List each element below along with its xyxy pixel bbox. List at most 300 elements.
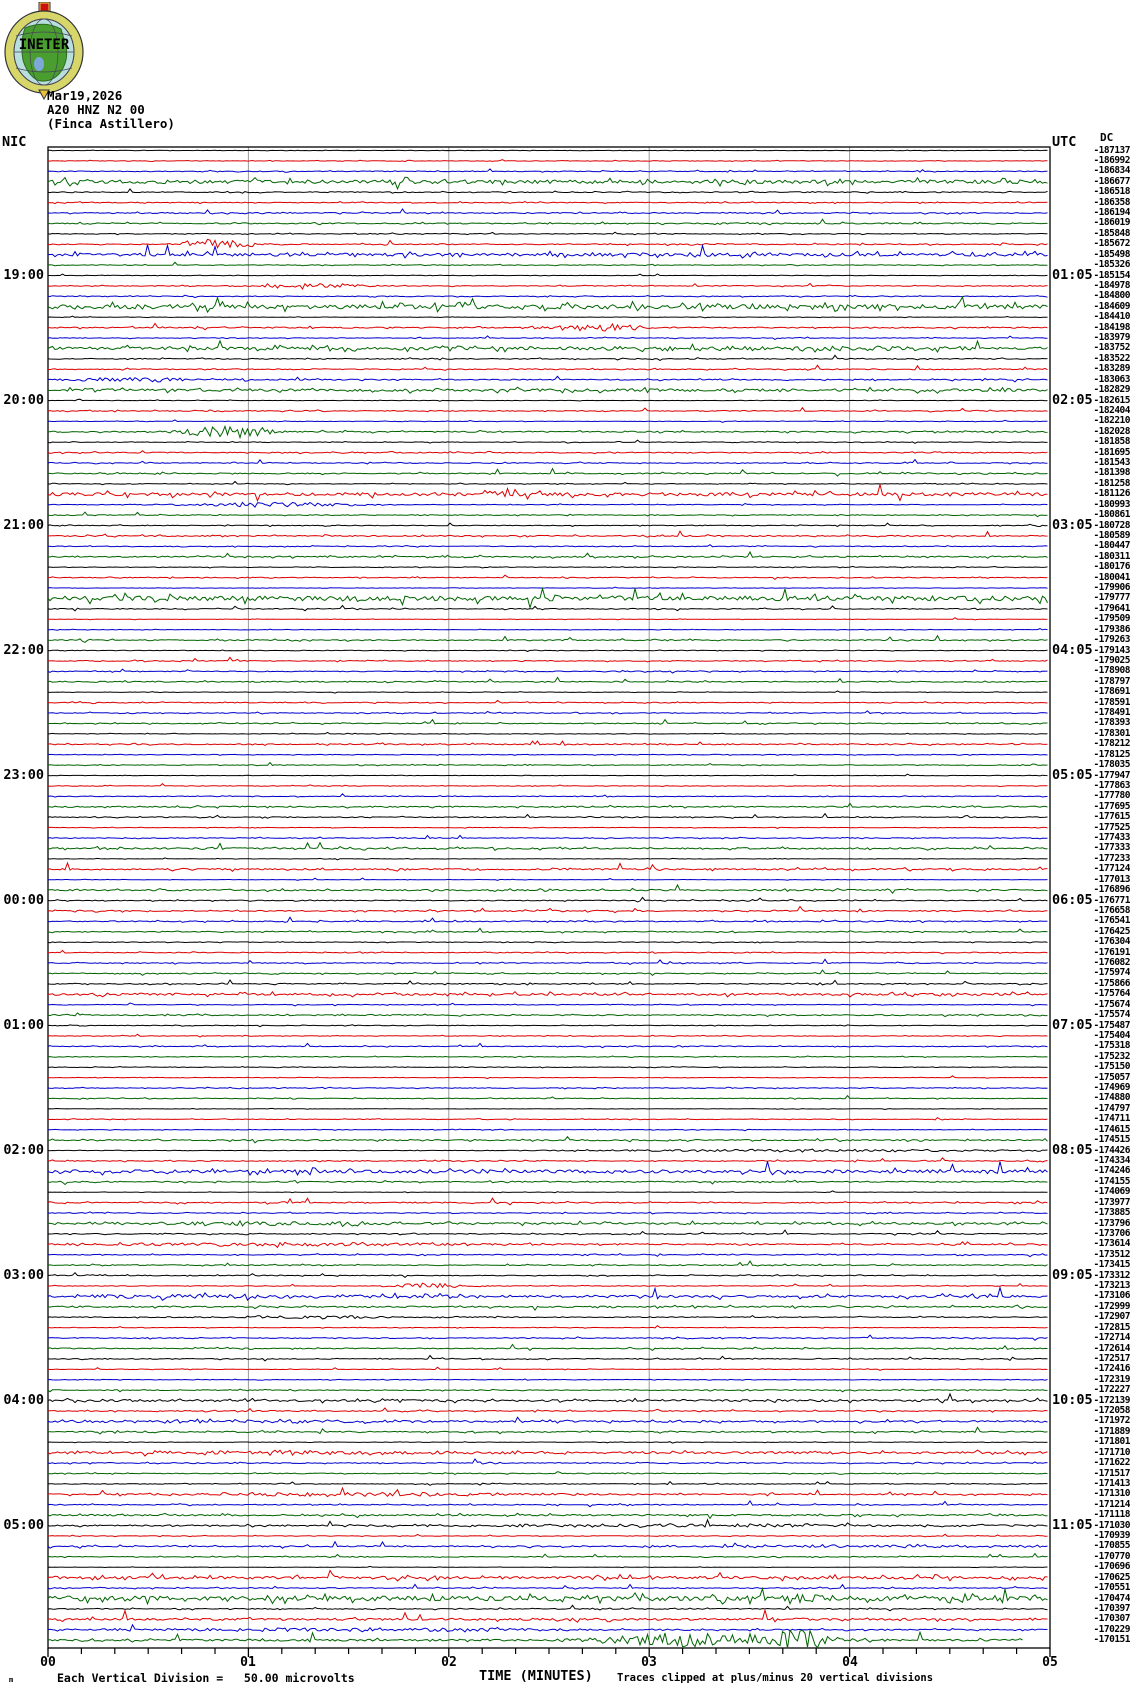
dc-value-label: -179025 [1093, 654, 1130, 666]
dc-value-label: -178591 [1093, 696, 1130, 708]
left-hour-label: 02:00 [3, 1142, 44, 1158]
dc-value-label: -186992 [1093, 154, 1130, 166]
trace-row [48, 245, 1048, 258]
trace-row [48, 1630, 1023, 1648]
trace-row [48, 928, 1048, 933]
dc-value-label: -184198 [1093, 321, 1130, 333]
trace-row [48, 741, 1048, 745]
dc-value-label: -179777 [1093, 592, 1130, 604]
dc-value-label: -178797 [1093, 675, 1130, 687]
dc-value-label: -171214 [1093, 1498, 1130, 1510]
dc-value-label: -187137 [1093, 144, 1130, 156]
dc-value-label: -174797 [1093, 1102, 1130, 1114]
trace-row [48, 1335, 1048, 1340]
trace-row [48, 451, 1048, 454]
trace-row [48, 1566, 1048, 1567]
dc-value-label: -175764 [1093, 988, 1130, 1000]
trace-row [48, 1542, 1048, 1549]
dc-value-label: -182210 [1093, 415, 1130, 427]
dc-value-label: -173885 [1093, 1207, 1130, 1218]
trace-row [48, 552, 1048, 558]
trace-row [48, 323, 1048, 331]
dc-value-label: -174711 [1093, 1113, 1130, 1125]
trace-row [48, 1389, 1048, 1392]
dc-value-label: -170770 [1093, 1550, 1130, 1562]
dc-value-label: -177433 [1093, 832, 1130, 843]
left-hour-label: 00:00 [3, 892, 44, 908]
trace-row [48, 316, 1048, 318]
trace-row [48, 763, 1048, 766]
dc-value-label: -183289 [1093, 363, 1130, 375]
dc-value-label: -170625 [1093, 1571, 1130, 1583]
dc-value-label: -175150 [1093, 1061, 1130, 1073]
dc-value-label: -172517 [1093, 1352, 1130, 1364]
trace-row [48, 650, 1048, 651]
dc-value-label: -181126 [1093, 488, 1130, 500]
right-hour-label: 08:05 [1052, 1142, 1093, 1158]
dc-column-header: DC [1100, 131, 1114, 144]
dc-value-label: -179906 [1093, 582, 1130, 593]
trace-row [48, 1273, 1048, 1278]
dc-value-label: -172815 [1093, 1321, 1130, 1333]
trace-row [48, 1316, 1048, 1319]
dc-value-label: -173706 [1093, 1227, 1130, 1239]
trace-row [48, 1356, 1048, 1361]
dc-value-label: -186019 [1093, 217, 1130, 229]
trace-row [48, 636, 1048, 643]
trace-row [48, 803, 1048, 808]
dc-value-label: -177863 [1093, 779, 1130, 791]
trace-row [48, 950, 1048, 953]
trace-row [48, 700, 1048, 703]
trace-row [48, 460, 1048, 464]
dc-value-label: -178908 [1093, 665, 1130, 677]
trace-row [48, 1096, 1048, 1100]
dc-value-label: -177525 [1093, 821, 1130, 833]
trace-row [48, 523, 1048, 527]
trace-row [48, 863, 1048, 871]
dc-value-label: -176541 [1093, 915, 1130, 927]
trace-row [48, 283, 1048, 289]
trace-row [48, 1442, 1048, 1443]
trace-row [48, 970, 1048, 975]
dc-value-label: -182404 [1093, 404, 1130, 416]
dc-value-label: -175232 [1093, 1050, 1130, 1062]
dc-value-label: -182028 [1093, 425, 1130, 437]
trace-row [48, 1459, 1048, 1464]
dc-value-label: -175674 [1093, 998, 1130, 1010]
dc-value-label: -184800 [1093, 290, 1130, 302]
dc-value-label: -175574 [1093, 1009, 1130, 1021]
trace-row [48, 336, 1048, 340]
dc-value-label: -181398 [1093, 467, 1130, 479]
dc-value-label: -179641 [1093, 602, 1130, 614]
dc-value-label: -174426 [1093, 1144, 1130, 1156]
trace-row [48, 177, 1048, 189]
header-station: A20 HNZ N2 00 [47, 102, 145, 117]
dc-value-label: -171310 [1093, 1488, 1130, 1500]
dc-value-label: -181258 [1093, 477, 1130, 489]
right-hour-label: 09:05 [1052, 1267, 1093, 1283]
trace-row [48, 959, 1048, 964]
dc-value-label: -176082 [1093, 957, 1130, 968]
dc-value-label: -170551 [1093, 1582, 1130, 1593]
dc-value-label: -179143 [1093, 644, 1130, 656]
left-hour-label: 04:00 [3, 1392, 44, 1408]
trace-row [48, 1345, 1048, 1351]
trace-row [48, 629, 1048, 631]
dc-value-label: -180861 [1093, 509, 1130, 521]
left-hour-label: 01:00 [3, 1017, 44, 1033]
dc-value-label: -173213 [1093, 1280, 1130, 1291]
trace-row [48, 1283, 1048, 1288]
trace-row [48, 1367, 1048, 1370]
dc-value-label: -183979 [1093, 332, 1130, 343]
x-tick-label: 01 [240, 1655, 256, 1670]
dc-value-label: -182615 [1093, 394, 1130, 406]
dc-value-label: -174246 [1093, 1165, 1130, 1177]
dc-value-label: -174515 [1093, 1134, 1130, 1146]
dc-value-label: -186834 [1093, 165, 1130, 177]
trace-row [48, 720, 1048, 725]
dc-value-label: -172139 [1093, 1394, 1130, 1406]
right-tz-label: UTC [1052, 134, 1077, 150]
dc-value-label: -177695 [1093, 800, 1130, 812]
trace-row [48, 1129, 1048, 1131]
dc-value-label: -183063 [1093, 373, 1130, 385]
dc-value-label: -180041 [1093, 571, 1130, 583]
dc-value-label: -179509 [1093, 613, 1130, 625]
trace-row [48, 1242, 1048, 1248]
trace-row [48, 1034, 1048, 1037]
dc-value-label: -181695 [1093, 446, 1130, 458]
dc-value-label: -174615 [1093, 1123, 1130, 1135]
trace-row [48, 219, 1048, 225]
trace-row [48, 1067, 1048, 1068]
trace-row [48, 387, 1048, 393]
trace-row [48, 1198, 1048, 1205]
dc-value-label: -177947 [1093, 769, 1130, 781]
trace-row [48, 691, 1048, 693]
trace-row [48, 711, 1048, 714]
dc-value-label: -175487 [1093, 1019, 1130, 1031]
x-tick-label: 03 [641, 1655, 657, 1670]
left-hour-label: 20:00 [3, 392, 44, 408]
trace-row [48, 1610, 1048, 1622]
trace-row [48, 160, 1048, 162]
trace-row [48, 835, 1048, 839]
dc-value-label: -176771 [1093, 894, 1130, 906]
dc-value-label: -178691 [1093, 686, 1130, 698]
left-hour-label: 05:00 [3, 1517, 44, 1533]
logo-org-text: INETER [18, 37, 70, 53]
trace-row [48, 1571, 1048, 1581]
right-hour-label: 07:05 [1052, 1017, 1093, 1033]
dc-value-label: -171622 [1093, 1457, 1130, 1468]
trace-row [48, 297, 1048, 312]
trace-row [48, 1118, 1048, 1120]
trace-row [48, 618, 1048, 620]
dc-value-label: -175974 [1093, 967, 1130, 979]
trace-row [48, 566, 1048, 568]
trace-row [48, 992, 1048, 997]
dc-value-label: -171972 [1093, 1415, 1130, 1427]
trace-row [48, 1625, 1048, 1632]
dc-value-label: -181543 [1093, 457, 1130, 468]
trace-row [48, 907, 1048, 913]
trace-row [48, 1379, 1048, 1380]
left-hour-label: 21:00 [3, 517, 44, 533]
trace-row [48, 1212, 1048, 1214]
dc-value-label: -172614 [1093, 1342, 1130, 1354]
dc-value-label: -172907 [1093, 1311, 1130, 1323]
dc-value-label: -177333 [1093, 842, 1130, 854]
trace-row [48, 1305, 1048, 1310]
dc-value-label: -177124 [1093, 863, 1130, 875]
dc-value-label: -173312 [1093, 1269, 1130, 1281]
dc-value-label: -186518 [1093, 186, 1130, 198]
trace-row [48, 341, 1048, 352]
trace-row [48, 365, 1048, 370]
dc-value-label: -170939 [1093, 1530, 1130, 1541]
dc-value-label: -175318 [1093, 1040, 1130, 1052]
dc-value-label: -178125 [1093, 748, 1130, 760]
dc-value-label: -180993 [1093, 498, 1130, 510]
trace-row [48, 1162, 1048, 1175]
dc-value-label: -171030 [1093, 1519, 1130, 1531]
right-hour-label: 05:05 [1052, 767, 1093, 783]
dc-value-label: -174969 [1093, 1082, 1130, 1093]
dc-value-label: -172319 [1093, 1373, 1130, 1385]
trace-row [48, 1501, 1048, 1507]
trace-row [48, 295, 1048, 297]
x-tick-label: 05 [1042, 1655, 1058, 1670]
dc-value-label: -186677 [1093, 175, 1130, 187]
trace-row [48, 980, 1048, 985]
trace-row [48, 814, 1048, 819]
trace-row [48, 209, 1048, 214]
left-hour-label: 22:00 [3, 642, 44, 658]
dc-value-label: -170474 [1093, 1592, 1130, 1604]
trace-row [48, 587, 1048, 588]
plot-border [48, 147, 1050, 1648]
dc-value-label: -170397 [1093, 1602, 1130, 1614]
trace-row [48, 1326, 1048, 1329]
dc-value-label: -186358 [1093, 196, 1130, 208]
trace-row [48, 858, 1048, 860]
trace-row [48, 1534, 1048, 1537]
dc-value-label: -178393 [1093, 717, 1130, 729]
trace-row [48, 1261, 1048, 1266]
dc-value-label: -176658 [1093, 904, 1130, 916]
trace-row [48, 1087, 1048, 1089]
trace-row [48, 843, 1048, 851]
dc-value-label: -176191 [1093, 946, 1130, 958]
dc-value-label: -179263 [1093, 634, 1130, 646]
dc-value-label: -171118 [1093, 1509, 1130, 1521]
dc-value-label: -184978 [1093, 279, 1130, 291]
trace-row [48, 1427, 1048, 1434]
trace-row [48, 239, 1048, 247]
trace-row [48, 502, 1048, 507]
dc-value-label: -179386 [1093, 623, 1130, 635]
trace-row [48, 1472, 1048, 1475]
right-hour-label: 03:05 [1052, 517, 1093, 533]
dc-value-label: -177615 [1093, 811, 1130, 823]
dc-value-label: -171517 [1093, 1467, 1130, 1479]
dc-value-label: -175866 [1093, 977, 1130, 989]
trace-row [48, 754, 1048, 755]
trace-row [48, 1417, 1048, 1423]
dc-value-label: -176425 [1093, 925, 1130, 937]
trace-row [48, 1589, 1048, 1604]
dc-value-label: -170151 [1093, 1634, 1130, 1646]
dc-value-label: -174069 [1093, 1186, 1130, 1198]
dc-value-label: -174155 [1093, 1175, 1130, 1187]
trace-row [48, 1149, 1048, 1152]
dc-value-label: -173977 [1093, 1196, 1130, 1208]
trace-row [48, 1482, 1048, 1486]
trace-row [48, 897, 1048, 902]
dc-value-label: -177780 [1093, 790, 1130, 802]
trace-row [48, 150, 1048, 151]
dc-value-label: -177233 [1093, 852, 1130, 864]
dc-value-label: -171801 [1093, 1436, 1130, 1448]
dc-value-label: -185848 [1093, 227, 1130, 239]
scale-note: Each Vertical Division = 50.00 microvolts [57, 1671, 355, 1685]
trace-row [48, 917, 1048, 922]
dc-value-label: -177013 [1093, 873, 1130, 885]
dc-value-label: -174334 [1093, 1154, 1130, 1166]
dc-value-label: -175057 [1093, 1071, 1130, 1083]
trace-row [48, 827, 1048, 828]
dc-value-label: -171413 [1093, 1477, 1130, 1489]
dc-value-label: -178491 [1093, 707, 1130, 718]
dc-value-label: -173796 [1093, 1217, 1130, 1229]
trace-row [48, 376, 1048, 382]
dc-value-label: -183752 [1093, 342, 1130, 354]
dc-value-label: -173106 [1093, 1290, 1130, 1302]
trace-row [48, 1520, 1048, 1528]
left-hour-label: 23:00 [3, 767, 44, 783]
dc-value-label: -184410 [1093, 311, 1130, 323]
dc-value-label: -176304 [1093, 936, 1130, 948]
trace-row [48, 485, 1048, 501]
dc-value-label: -171889 [1093, 1425, 1130, 1437]
trace-row [48, 1108, 1048, 1109]
trace-row [48, 1191, 1048, 1193]
dc-value-label: -180176 [1093, 561, 1130, 573]
trace-row [48, 1554, 1048, 1558]
trace-row [48, 202, 1048, 204]
dc-value-label: -172999 [1093, 1300, 1130, 1312]
trace-row [48, 1076, 1048, 1079]
trace-row [48, 232, 1048, 235]
trace-row [48, 512, 1048, 517]
trace-row [48, 1394, 1048, 1403]
right-hour-label: 06:05 [1052, 892, 1093, 908]
trace-row [48, 1221, 1048, 1227]
trace-row [48, 1230, 1048, 1235]
x-tick-label: 04 [842, 1655, 858, 1670]
trace-row [48, 1158, 1048, 1162]
trace-row [48, 420, 1048, 422]
trace-row [48, 732, 1048, 734]
header-site: (Finca Astillero) [47, 116, 175, 131]
trace-row [48, 1013, 1048, 1017]
trace-row [48, 669, 1048, 673]
dc-value-label: -180311 [1093, 550, 1130, 562]
trace-row [48, 262, 1048, 266]
dc-value-label: -184609 [1093, 300, 1130, 312]
trace-row [48, 784, 1048, 787]
trace-row [48, 1408, 1048, 1412]
trace-row [48, 575, 1048, 579]
dc-value-label: -173614 [1093, 1238, 1130, 1250]
trace-row [48, 589, 1048, 608]
dc-value-label: -170307 [1093, 1613, 1130, 1625]
right-hour-label: 11:05 [1052, 1517, 1093, 1533]
trace-row [48, 545, 1048, 548]
trace-row [48, 678, 1048, 683]
dc-value-label: -172227 [1093, 1384, 1130, 1396]
left-hour-label: 19:00 [3, 267, 44, 283]
trace-row [48, 1137, 1048, 1143]
right-hour-label: 02:05 [1052, 392, 1093, 408]
trace-row [48, 885, 1048, 893]
dc-value-label: -183522 [1093, 352, 1130, 364]
trace-row [48, 606, 1048, 611]
x-tick-label: 02 [441, 1655, 457, 1670]
trace-row [48, 1488, 1048, 1497]
dc-value-label: -180447 [1093, 540, 1130, 552]
corner-glyph: m [9, 1676, 14, 1684]
trace-row [48, 1003, 1048, 1006]
dc-value-label: -172416 [1093, 1363, 1130, 1375]
trace-row [48, 1025, 1048, 1027]
trace-row [48, 440, 1048, 443]
x-axis-title: TIME (MINUTES) [479, 1668, 593, 1684]
clip-note: Traces clipped at plus/minus 20 vertical divisions [617, 1672, 934, 1684]
dc-value-label: -170855 [1093, 1540, 1130, 1552]
dc-value-label: -178035 [1093, 759, 1130, 771]
trace-row [48, 1056, 1048, 1058]
left-hour-label: 03:00 [3, 1267, 44, 1283]
dc-value-label: -176896 [1093, 884, 1130, 896]
dc-value-label: -170229 [1093, 1623, 1130, 1635]
dc-value-label: -173415 [1093, 1259, 1130, 1271]
dc-value-label: -185498 [1093, 248, 1130, 260]
dc-value-label: -182829 [1093, 384, 1130, 396]
dc-value-label: -175404 [1093, 1029, 1130, 1041]
trace-row [48, 1513, 1048, 1518]
trace-row [48, 774, 1048, 776]
trace-row [48, 878, 1048, 880]
trace-row [48, 1043, 1048, 1047]
dc-value-label: -170696 [1093, 1561, 1130, 1573]
trace-row [48, 942, 1048, 943]
dc-value-label: -185154 [1093, 269, 1130, 281]
trace-row [48, 794, 1048, 797]
dc-value-label: -181858 [1093, 436, 1130, 448]
dc-value-label: -171710 [1093, 1446, 1130, 1458]
dc-value-label: -180728 [1093, 519, 1130, 531]
trace-row [48, 1180, 1048, 1184]
trace-row [48, 657, 1048, 662]
trace-row [48, 426, 1048, 437]
dc-value-label: -185672 [1093, 238, 1130, 250]
trace-row [48, 274, 1048, 276]
